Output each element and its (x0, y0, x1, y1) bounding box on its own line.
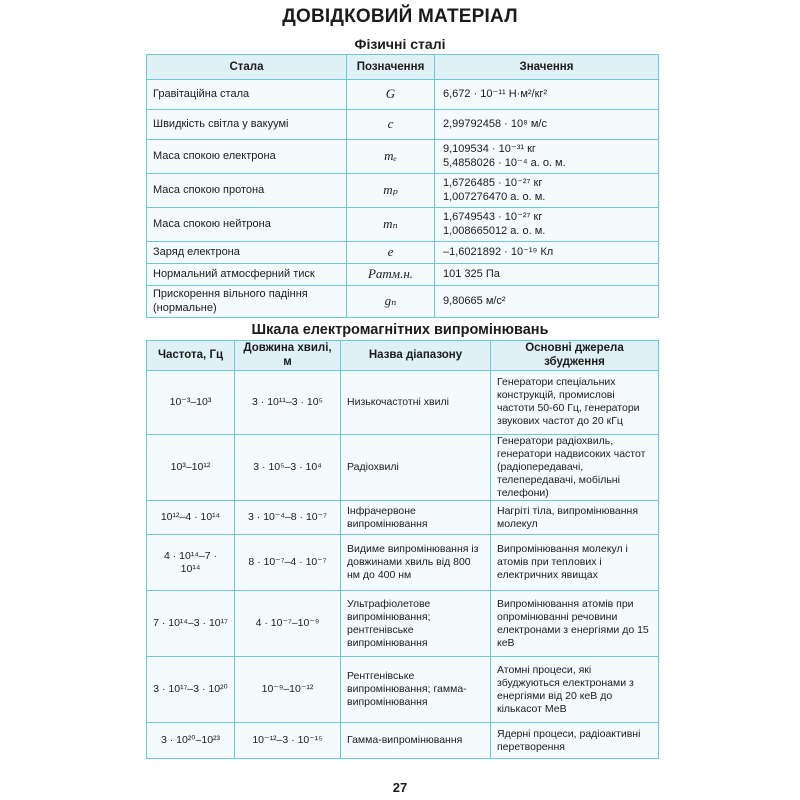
table-row (147, 174, 659, 208)
frequency-cell: 7 · 10¹⁴–3 · 10¹⁷ (147, 591, 235, 657)
wavelength-cell: 10⁻¹²–3 · 10⁻¹⁵ (235, 723, 341, 759)
table-row (147, 657, 659, 723)
spectrum-table (146, 340, 659, 759)
wavelength-cell: 3 · 10⁵–3 · 10⁴ (235, 434, 341, 501)
column-header-frequency: Частота, Гц (147, 341, 235, 371)
table-row (147, 264, 659, 286)
frequency-cell: 10⁻³–10³ (147, 370, 235, 434)
constant-value: 2,99792458 · 10⁸ м/с (435, 110, 659, 140)
constant-name (147, 286, 347, 318)
constants-table-title: Фізичні сталі (354, 36, 446, 52)
page-number: 27 (392, 780, 408, 795)
column-header-value: Значення (435, 55, 659, 80)
range-name-cell: Гамма-випромінювання (341, 723, 491, 759)
constant-name: Маса спокою електрона (147, 140, 347, 174)
constant-value (435, 174, 659, 208)
table-header-row (147, 341, 659, 371)
constant-value-line: 5,4858026 · 10⁻⁴ а. о. м. (443, 156, 566, 169)
wavelength-cell: 8 · 10⁻⁷–4 · 10⁻⁷ (235, 535, 341, 591)
constant-value: –1,6021892 · 10⁻¹⁹ Кл (435, 242, 659, 264)
range-name-cell: Рентгенівське випромінювання; гамма-випромінювання (341, 657, 491, 723)
sources-cell: Випромінювання молекул і атомів при теплових і електричних явищах (491, 535, 659, 591)
constant-symbol: mₙ (347, 208, 435, 242)
sources-cell: Генератори радіохвиль, генератори надвисоких частот (радіопередавачі, телепередавачі, мобільні телефони) (491, 434, 659, 501)
constant-name: Маса спокою нейтрона (147, 208, 347, 242)
constant-name: Маса спокою протона (147, 174, 347, 208)
constant-name-line: Прискорення вільного падіння (153, 287, 308, 300)
wavelength-cell: 10⁻⁹–10⁻¹² (235, 657, 341, 723)
sources-cell: Атомні процеси, які збуджуються електронами з енергіями від 20 кеВ до кількасот МеВ (491, 657, 659, 723)
table-header-row (147, 55, 659, 80)
constant-value: 101 325 Па (435, 264, 659, 286)
constant-value: 6,672 · 10⁻¹¹ Н·м²/кг² (435, 80, 659, 110)
column-header-constant: Стала (147, 55, 347, 80)
frequency-cell: 3 · 10¹⁷–3 · 10²⁰ (147, 657, 235, 723)
sources-cell: Ядерні процеси, радіоактивні перетворення (491, 723, 659, 759)
column-header-range-name: Назва діапазону (341, 341, 491, 371)
range-name-cell: Видиме випромінювання із довжинами хвиль від 800 нм до 400 нм (341, 535, 491, 591)
constant-name: Нормальний атмосферний тиск (147, 264, 347, 286)
constant-name: Гравітаційна стала (147, 80, 347, 110)
constant-value (435, 140, 659, 174)
table-row (147, 286, 659, 318)
constant-value-line: 1,008665012 а. о. м. (443, 224, 546, 237)
constant-symbol: Pатм.н. (347, 264, 435, 286)
constant-value-line: 1,6726485 · 10⁻²⁷ кг (443, 176, 543, 189)
constant-name: Заряд електрона (147, 242, 347, 264)
table-row (147, 501, 659, 535)
constant-name: Швидкість світла у вакуумі (147, 110, 347, 140)
table-row (147, 80, 659, 110)
wavelength-cell: 4 · 10⁻⁷–10⁻⁹ (235, 591, 341, 657)
sources-cell: Нагріті тіла, випромінювання молекул (491, 501, 659, 535)
sources-cell: Випромінювання атомів при опромінюванні речовини електронами з енергіями до 15 кеВ (491, 591, 659, 657)
page-title: ДОВІДКОВИЙ МАТЕРІАЛ (282, 6, 518, 27)
table-row (147, 535, 659, 591)
wavelength-cell: 3 · 10¹¹–3 · 10⁵ (235, 370, 341, 434)
column-header-symbol: Позначення (347, 55, 435, 80)
constant-name-line: (нормальне) (153, 301, 217, 314)
frequency-cell: 3 · 10²⁰–10²³ (147, 723, 235, 759)
table-row (147, 370, 659, 434)
column-header-wavelength: Довжина хвилі, м (235, 341, 341, 371)
constants-table (146, 54, 659, 318)
constant-value (435, 208, 659, 242)
frequency-cell: 4 · 10¹⁴–7 · 10¹⁴ (147, 535, 235, 591)
spectrum-table-title: Шкала електромагнітних випромінювань (251, 322, 549, 338)
constant-symbol: mₚ (347, 174, 435, 208)
constant-value-line: 1,6749543 · 10⁻²⁷ кг (443, 210, 543, 223)
range-name-cell: Ультрафіолетове випромінювання; рентгенівське випромінювання (341, 591, 491, 657)
table-row (147, 208, 659, 242)
constant-symbol: e (347, 242, 435, 264)
table-row (147, 140, 659, 174)
range-name-cell: Низькочастотні хвилі (341, 370, 491, 434)
sources-cell: Генератори спеціальних конструкцій, промислові частоти 50-60 Гц, генератори звукових частот до 20 кГц (491, 370, 659, 434)
table-row (147, 242, 659, 264)
constant-symbol: mₑ (347, 140, 435, 174)
frequency-cell: 10³–10¹² (147, 434, 235, 501)
table-row (147, 591, 659, 657)
constant-symbol: G (347, 80, 435, 110)
constant-value-line: 9,109534 · 10⁻³¹ кг (443, 142, 536, 155)
range-name-cell: Радіохвилі (341, 434, 491, 501)
column-header-sources: Основні джерела збудження (491, 341, 659, 371)
constant-value: 9,80665 м/с² (435, 286, 659, 318)
constant-value-line: 1,007276470 а. о. м. (443, 190, 546, 203)
range-name-cell: Інфрачервоне випромінювання (341, 501, 491, 535)
constant-symbol: c (347, 110, 435, 140)
frequency-cell: 10¹²–4 · 10¹⁴ (147, 501, 235, 535)
constant-symbol: gₙ (347, 286, 435, 318)
table-row (147, 110, 659, 140)
table-row (147, 434, 659, 501)
table-row (147, 723, 659, 759)
wavelength-cell: 3 · 10⁻⁴–8 · 10⁻⁷ (235, 501, 341, 535)
